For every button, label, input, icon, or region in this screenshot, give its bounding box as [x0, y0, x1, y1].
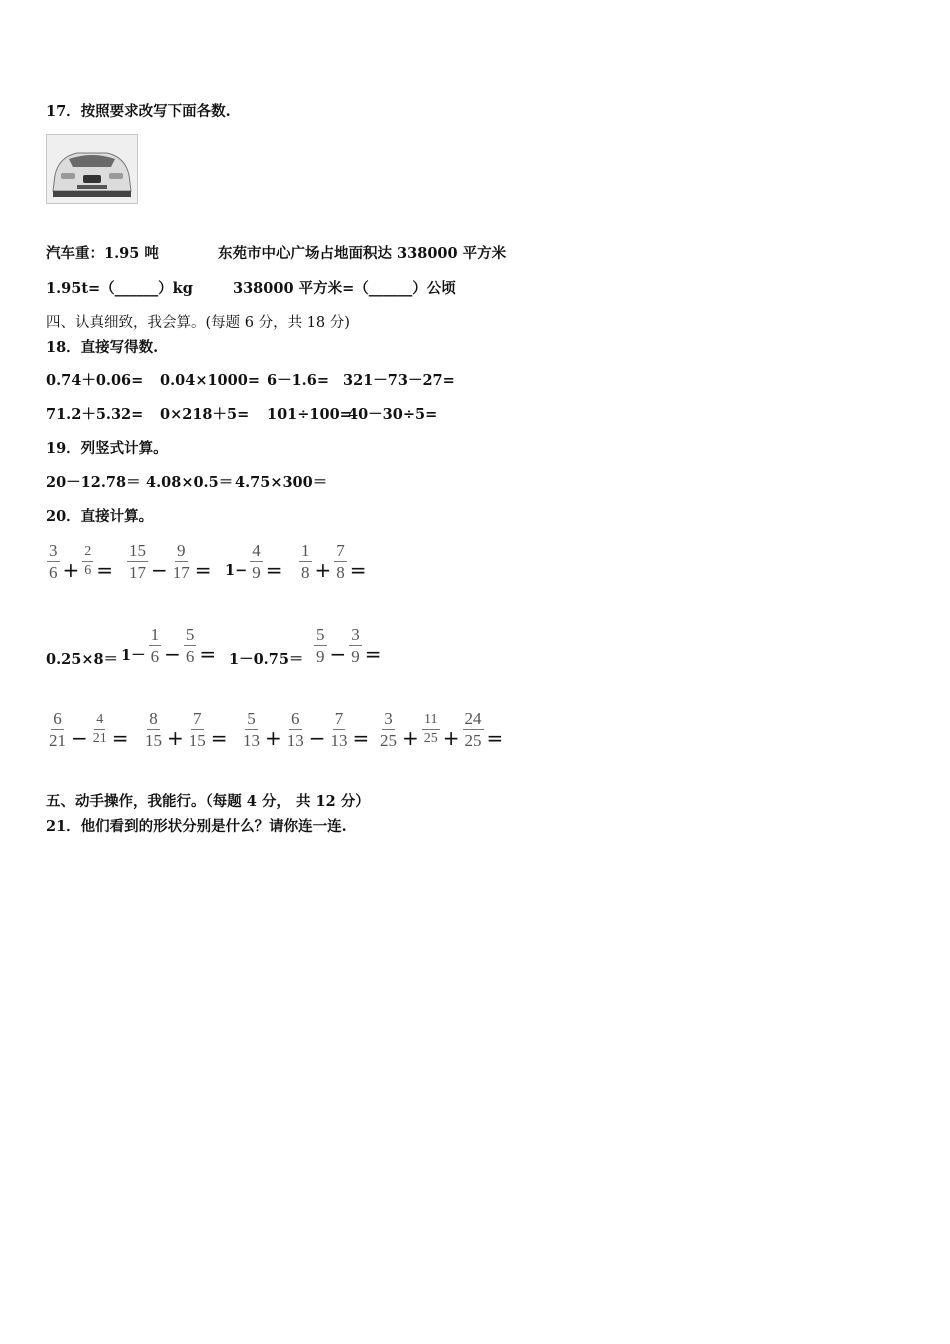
- section5-title: 五、动手操作，我能行。（每题 4 分， 共 12 分）: [46, 793, 370, 810]
- q18-r2-item-4: 40－30÷5=: [348, 406, 438, 423]
- q19-title: 19．列竖式计算。: [46, 440, 168, 457]
- fraction: $\frac{6}{13}$: [286, 708, 304, 750]
- q20-r2-expr-4: $\frac{5}{9}$ − $\frac{3}{9}$ =: [316, 624, 382, 666]
- q20-title: 20．直接计算。: [46, 508, 154, 525]
- q18-r1-item-3: 6－1.6=: [267, 372, 329, 389]
- q20-r3-expr-3: $\frac{5}{13}$ + $\frac{6}{13}$ − $\frac{7}{13}$ =: [243, 708, 370, 750]
- fraction: $\frac{11}{25}$: [423, 711, 438, 746]
- q18-r1-item-4: 321－73－27=: [343, 372, 455, 389]
- fraction: $\frac{1}{8}$: [301, 540, 310, 582]
- fraction: $\frac{3}{6}$: [49, 540, 58, 582]
- q20-r3-expr-2: $\frac{8}{15}$ + $\frac{7}{15}$ =: [145, 708, 228, 750]
- conversion-1: 1.95t=（______）kg: [46, 280, 193, 297]
- fraction: $\frac{8}{15}$: [145, 708, 162, 750]
- q20-r2-expr-2: 1－ $\frac{1}{6}$ − $\frac{5}{6}$ =: [121, 624, 217, 666]
- car-icon: [47, 135, 137, 203]
- fraction: $\frac{4}{21}$: [92, 711, 107, 746]
- section4-title: 四、认真细致，我会算。(每题 6 分，共 18 分): [46, 315, 350, 331]
- q20-r1-expr-4: $\frac{1}{8}$ + $\frac{7}{8}$ =: [301, 540, 367, 582]
- q20-r3-expr-1: $\frac{6}{21}$ − $\frac{4}{21}$ =: [49, 708, 129, 750]
- q20-r2-expr-1: 0.25×8＝: [46, 651, 119, 668]
- fraction: $\frac{6}{21}$: [49, 708, 66, 750]
- fraction: $\frac{3}{9}$: [351, 624, 360, 666]
- q17-title: 17．按照要求改写下面各数.: [46, 103, 231, 120]
- fraction: $\frac{4}{9}$: [252, 540, 261, 582]
- q18-r2-item-3: 101÷100=: [267, 406, 352, 423]
- fraction: $\frac{7}{15}$: [188, 708, 206, 750]
- fraction: $\frac{2}{6}$: [84, 543, 92, 578]
- q19-item-2: 4.08×0.5＝: [146, 474, 234, 491]
- q18-r2-item-1: 71.2＋5.32=: [46, 406, 144, 423]
- fraction: $\frac{5}{13}$: [243, 708, 260, 750]
- fraction: $\frac{5}{6}$: [185, 624, 195, 666]
- conversion-2: 338000 平方米=（______）公顷: [233, 280, 456, 297]
- plaza-area-text: 东苑市中心广场占地面积达 338000 平方米: [218, 245, 507, 262]
- fraction: $\frac{7}{13}$: [330, 708, 348, 750]
- q20-r2-expr-3: 1－0.75＝: [229, 651, 304, 668]
- fraction: $\frac{15}{17}$: [129, 540, 146, 582]
- fraction: $\frac{3}{25}$: [380, 708, 397, 750]
- q20-r3-expr-4: $\frac{3}{25}$ + $\frac{11}{25}$ + $\frac{24}{25}$ =: [380, 708, 504, 750]
- fraction: $\frac{5}{9}$: [316, 624, 325, 666]
- q18-r2-item-2: 0×218＋5=: [160, 406, 250, 423]
- q18-r1-item-1: 0.74＋0.06=: [46, 372, 144, 389]
- q19-item-1: 20－12.78＝: [46, 474, 141, 491]
- car-weight-text: 汽车重：1.95 吨: [46, 245, 159, 262]
- fraction: $\frac{1}{6}$: [150, 624, 160, 666]
- q18-title: 18．直接写得数.: [46, 339, 159, 356]
- q20-r1-expr-2: $\frac{15}{17}$ − $\frac{9}{17}$ =: [129, 540, 212, 582]
- q18-r1-item-2: 0.04×1000=: [160, 372, 260, 389]
- fraction: $\frac{9}{17}$: [172, 540, 190, 582]
- q20-r1-expr-3: 1− $\frac{4}{9}$ =: [225, 540, 283, 582]
- car-photo: [46, 134, 138, 204]
- fraction: $\frac{24}{25}$: [464, 708, 482, 750]
- q20-r1-expr-1: $\frac{3}{6}$ + $\frac{2}{6}$ =: [49, 540, 114, 582]
- q19-item-3: 4.75×300＝: [235, 474, 328, 491]
- q21-title: 21．他们看到的形状分别是什么？请你连一连.: [46, 818, 347, 835]
- fraction: $\frac{7}{8}$: [336, 540, 345, 582]
